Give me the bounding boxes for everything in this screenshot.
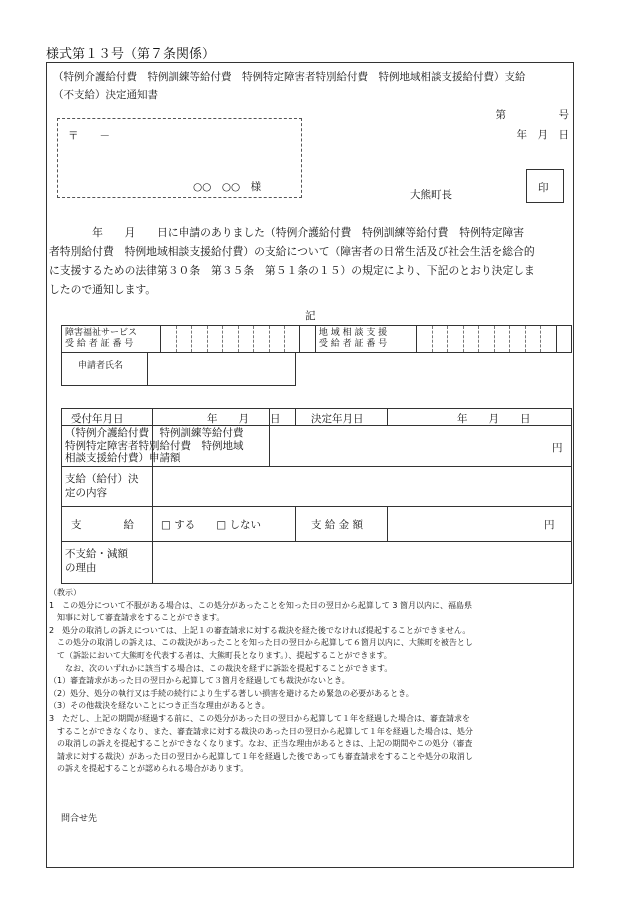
- notice-line: することができなくなり、また、審査請求に対する裁決のあった日の翌日から起算して１年を経過した場合は、処分: [49, 726, 473, 736]
- title-line-2: （不支給）決定通知書: [53, 89, 158, 101]
- col-line: [295, 506, 296, 542]
- reason-label-2: の理由: [65, 562, 97, 574]
- applied-amount-label-2: 特例特定障害者特別給付費 特例地域: [65, 439, 244, 452]
- welfare-cert-label: [62, 326, 161, 353]
- notice-line: （1）審査請求があった日の翌日から起算して３箇月を経過しても裁決がないとき。: [49, 676, 350, 686]
- consult-cert-label: [315, 326, 417, 353]
- notice-line: て（訴訟において大熊町を代表する者は、大熊町長となります。）、提起することができます。: [49, 650, 392, 660]
- title-line-1: （特例介護給付費 特例訓練等給付費 特例特定障害者特別給付費 特例地域相談支援給付費）支給: [53, 71, 526, 83]
- address-box: [57, 118, 302, 198]
- cert-digit: [510, 326, 525, 353]
- cert-digit: [269, 326, 284, 353]
- col-line: [387, 506, 388, 542]
- notice-frame: [46, 62, 574, 868]
- cert-digit: [463, 326, 478, 353]
- notice-line: 2 処分の取消しの訴えについては、上記１の審査請求に対する裁決を経た後でなければ提起することができません。: [49, 625, 471, 635]
- payment-amount-label: 支 給 金 額: [311, 519, 364, 531]
- cert-digit: [417, 326, 432, 353]
- applied-amount-label-3: 相談支援給付費）申請額: [65, 452, 181, 464]
- issue-date: 年 月 日: [516, 129, 569, 141]
- decision-date-value: 年 月 日: [457, 413, 531, 425]
- notice-line: （教示）: [49, 588, 81, 597]
- decision-content-label-2: 定の内容: [65, 487, 107, 499]
- notice-line: 請求に対する裁決）があった日の翌日から起算して１年を経過した後であっても審査請求をすることや処分の取消し: [49, 751, 473, 761]
- cert-digit: [207, 326, 222, 353]
- col-line: [295, 408, 296, 426]
- contact-label: 問合せ先: [61, 814, 98, 824]
- applicant-name-box: [61, 352, 296, 386]
- yen-unit-2: 円: [544, 519, 555, 531]
- consult-cert-label-1: 地 域 相 談 支 援: [318, 328, 388, 338]
- reason-label: [65, 547, 128, 575]
- cert-digit: [494, 326, 509, 353]
- cert-digit: [541, 326, 556, 353]
- cert-digit: [254, 326, 269, 353]
- decision-content-label-1: 支給（給付）決: [65, 473, 139, 485]
- row-line: [61, 506, 572, 507]
- yen-unit: 円: [552, 442, 563, 454]
- issuer: 大熊町長: [410, 189, 452, 201]
- payment-label: 支 給: [71, 519, 134, 531]
- notice-line: 1 この処分について不服がある場合は、この処分があったことを知った日の翌日から起算して 3 箇月以内に、福島県: [49, 600, 473, 610]
- body-line-1: 年 月 日に申請のありました（特例介護給付費 特例訓練等給付費 特例特定障害: [49, 226, 525, 239]
- notice-line: の取消しの訴えを提起することができなくなります。なお、正当な理由があるときは、上記の期間やこの処分（審査: [49, 739, 473, 749]
- cert-digit: [238, 326, 253, 353]
- received-date-value: 年 月 日: [207, 413, 281, 425]
- body-line-2: 者特別給付費 特例地域相談支援給付費）の支給について（障害者の日常生活及び社会生活を総合的: [49, 245, 535, 258]
- cert-digit: [432, 326, 447, 353]
- welfare-cert-label-2: 受 給 者 証 番 号: [65, 339, 134, 349]
- col-line: [387, 408, 388, 426]
- doc-number: 第 号: [495, 109, 569, 121]
- applicant-name-label: 申請者氏名: [78, 361, 124, 371]
- cert-digit: [525, 326, 540, 353]
- row-line: [61, 541, 572, 542]
- notice-line: （2）処分、処分の執行又は手続の続行により生ずる著しい損害を避けるため緊急の必要があるとき。: [49, 688, 414, 698]
- postal-code: 〒 －: [68, 130, 110, 142]
- notice-block: [49, 587, 473, 776]
- applicant-name-label-cell: [61, 352, 148, 386]
- received-date-label: 受付年月日: [71, 413, 124, 425]
- cert-digit: [176, 326, 191, 353]
- notice-line: （3）その他裁決を経ないことにつき正当な理由があるとき。: [49, 701, 270, 711]
- form-number: 様式第１３号（第７条関係）: [46, 47, 216, 62]
- reason-label-1: 不支給・減額: [65, 548, 128, 560]
- ki-heading: 記: [305, 310, 316, 322]
- decision-date-label: 決定年月日: [311, 413, 364, 425]
- notice-line: この処分の取消しの訴えは、この裁決があったことを知った日の翌日から起算して６箇月以内に、大熊町を被告とし: [49, 638, 473, 648]
- notice-line: 知事に対して審査請求をすることができます。: [49, 613, 225, 623]
- recipient-name: ○○ ○○ 様: [193, 181, 262, 193]
- row-line: [61, 466, 572, 467]
- certificate-table: [61, 325, 572, 353]
- cert-digit: [448, 326, 463, 353]
- body-line-4: したので通知します。: [49, 283, 157, 296]
- seal-box: [526, 169, 564, 203]
- decision-content-label: [65, 472, 139, 500]
- notice-line: の訴えを提起することが認められる場合があります。: [49, 764, 249, 774]
- cert-digit: [223, 326, 238, 353]
- welfare-cert-label-1: 障害福祉サービス: [65, 328, 138, 338]
- applied-amount-label-1: （特例介護給付費 特例訓練等給付費: [65, 427, 244, 439]
- cert-digit: [300, 326, 315, 353]
- cert-digit: [284, 326, 299, 353]
- payment-options: □ する □ しない: [161, 519, 262, 531]
- consult-cert-label-2: 受 給 者 証 番 号: [318, 339, 388, 349]
- cert-digit: [556, 326, 572, 353]
- notice-line: なお、次のいずれかに該当する場合は、この裁決を経ずに訴訟を提起することができます。: [49, 663, 393, 673]
- notice-line: 3 ただし、上記の期間が経過する前に、この処分があった日の翌日から起算して１年を経過した場合は、審査請求を: [49, 713, 471, 723]
- cert-digit: [479, 326, 494, 353]
- seal-text: 印: [538, 182, 549, 194]
- cert-digit: [192, 326, 207, 353]
- applied-amount-label: [65, 427, 244, 465]
- body-line-3: に支援するための法律第３０条 第３５条 第５１条の１５）の規定により、下記のとおり決定しま: [49, 264, 535, 277]
- cert-digit: [161, 326, 176, 353]
